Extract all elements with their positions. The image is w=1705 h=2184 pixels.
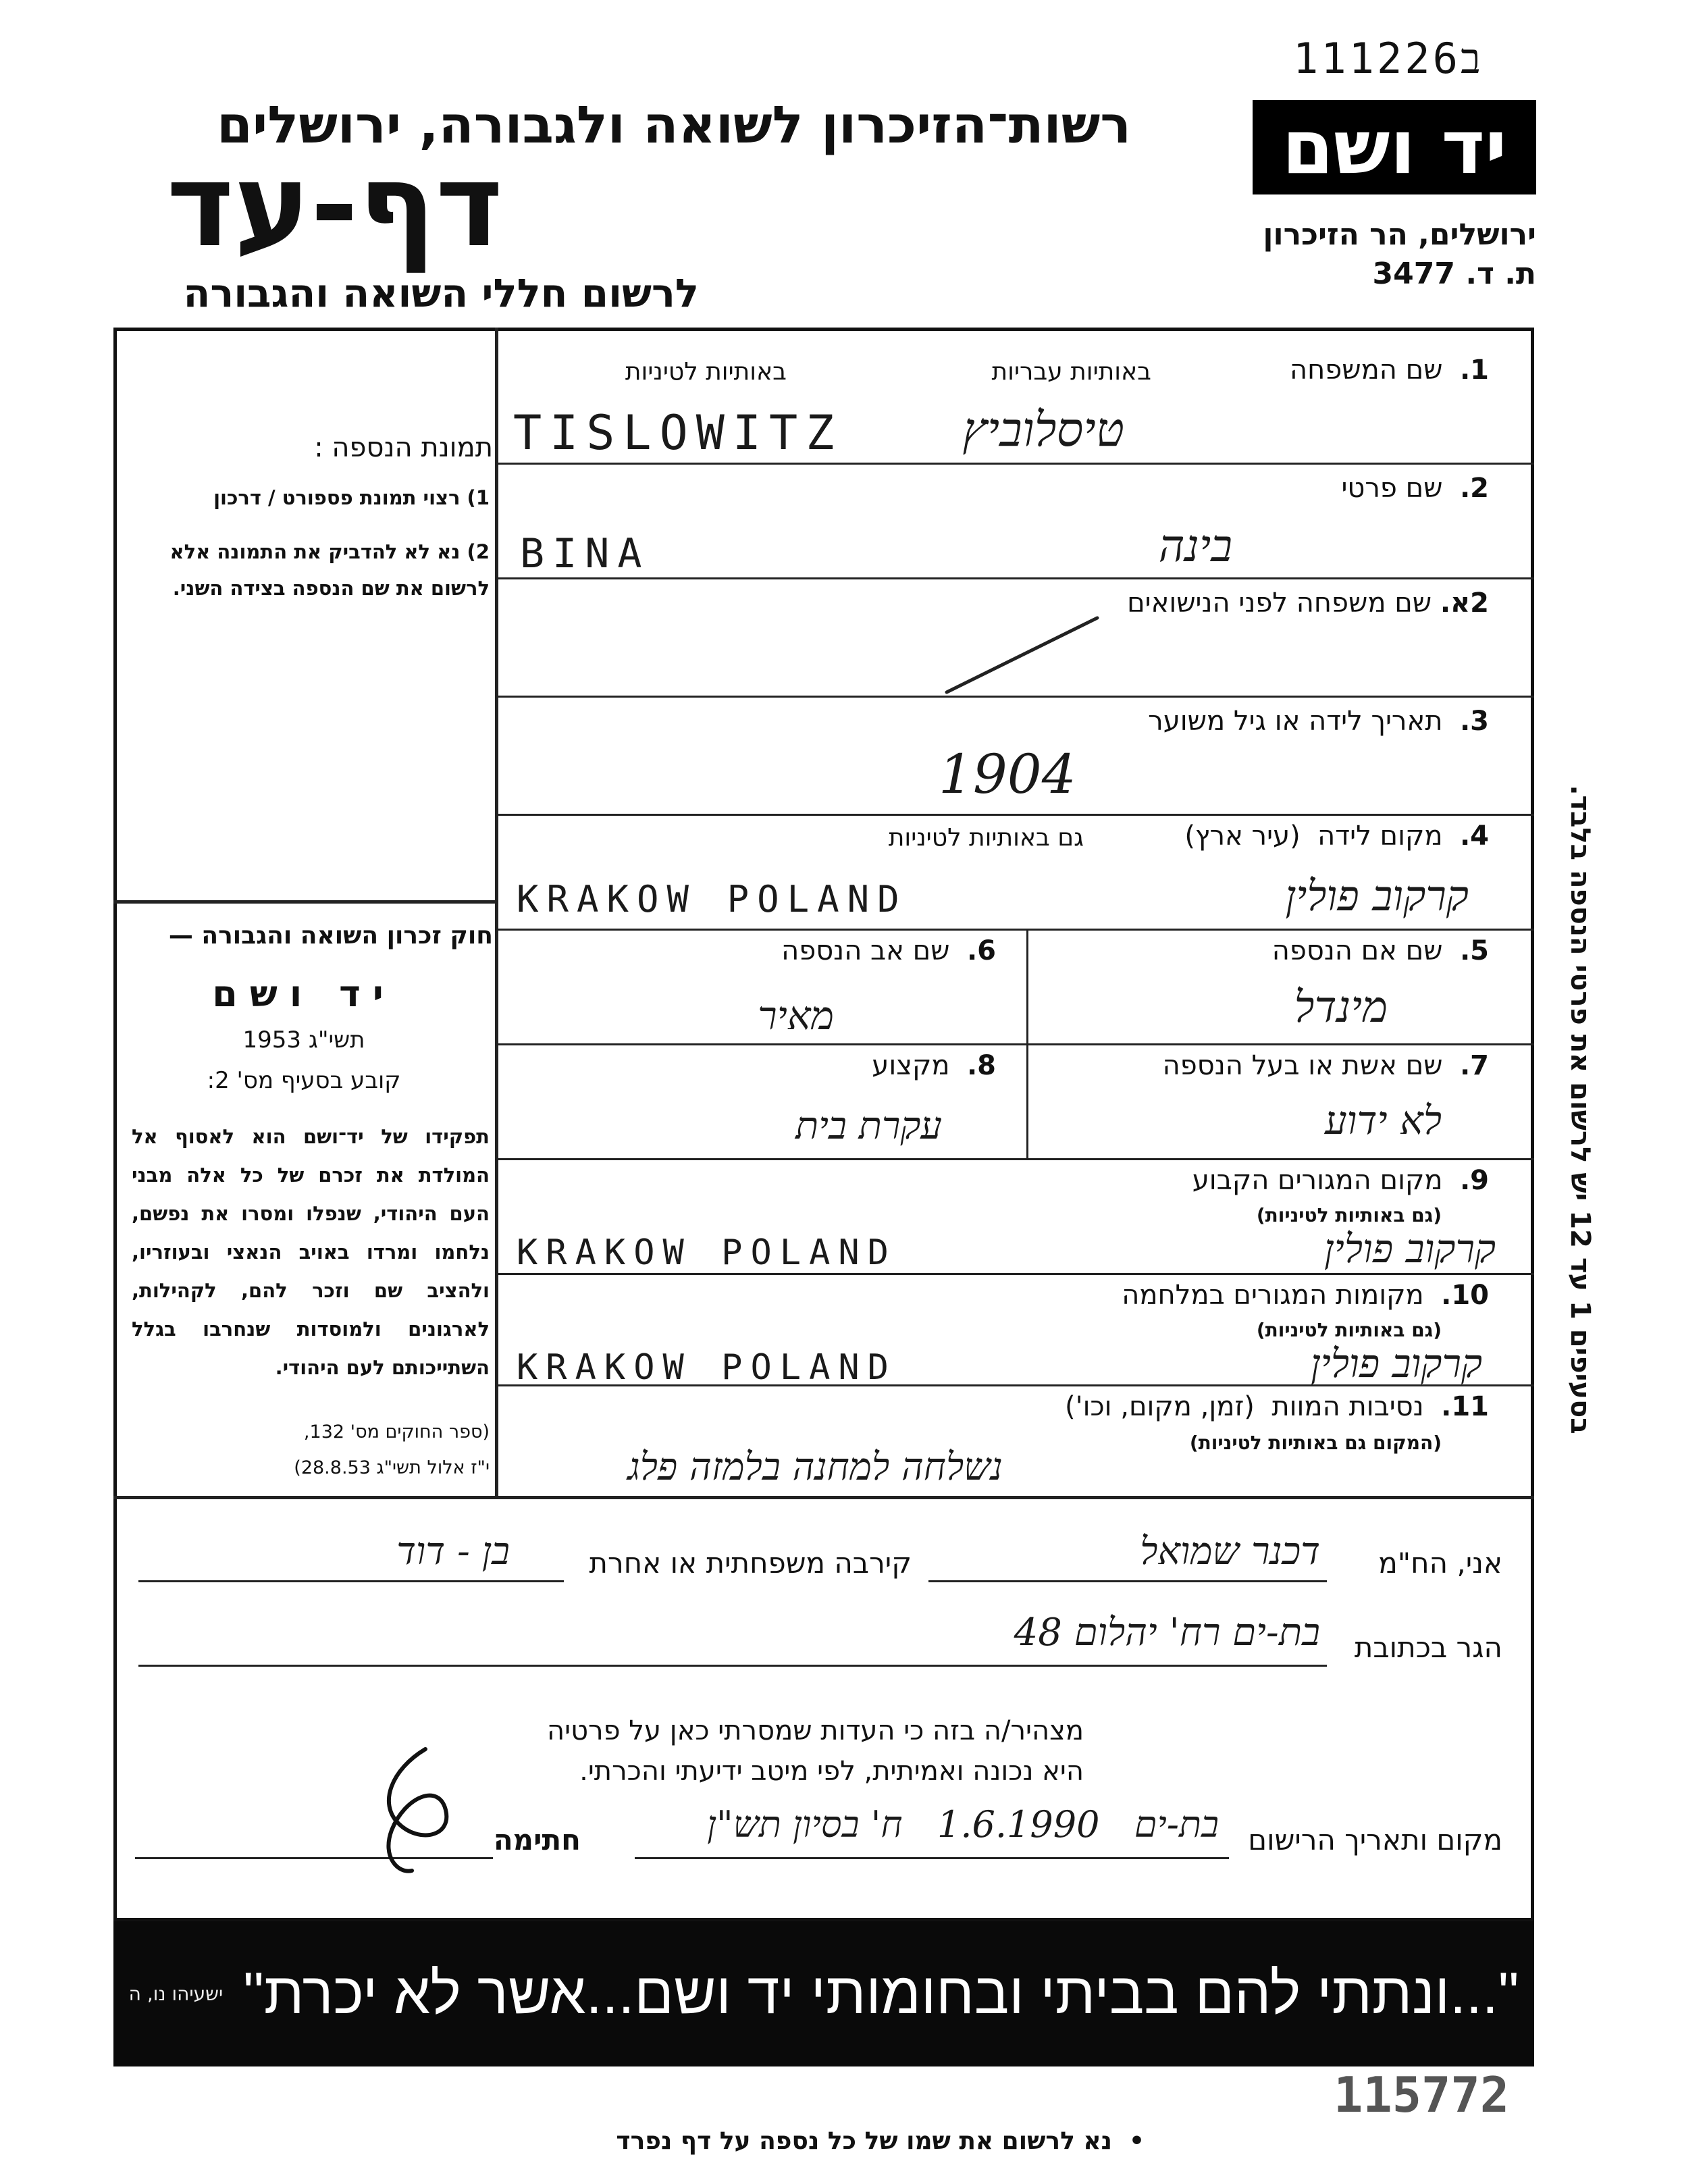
logo-text: יד ושם: [1282, 104, 1507, 190]
field-4-text: מקום לידה: [1317, 821, 1443, 852]
photo-note-1: [138, 486, 490, 509]
field-3-value[interactable]: 1904: [939, 743, 1076, 806]
row-sep-2: [495, 577, 1534, 579]
field-4-num: 4.: [1459, 821, 1489, 852]
field-3-label: [1148, 706, 1489, 737]
row-sep-1: [495, 463, 1534, 465]
address-line: [138, 1665, 1327, 1667]
form-subtitle: לרשום חללי השואה והגבורה: [183, 270, 699, 316]
field-9-sublabel: (גם באותיות לטיניות): [1256, 1204, 1442, 1226]
photo-note-1-num: 1): [467, 486, 490, 509]
row-sep-8: [495, 1273, 1534, 1275]
relation-value[interactable]: בן - דוד: [396, 1530, 510, 1574]
field-11-label: [1065, 1391, 1489, 1422]
field-7-label: [1163, 1050, 1489, 1081]
field-7-text: שם אשת או בעל הנספה: [1162, 1050, 1443, 1081]
field-6-text: שם אב הנספה: [781, 935, 950, 966]
field-2-text: שם פרטי: [1341, 473, 1443, 504]
authority-line: רשות־הזיכרון לשואה ולגבורה, ירושלים: [217, 95, 1131, 155]
footer-note: [616, 2127, 1145, 2155]
field-5-value[interactable]: מינדל: [1294, 983, 1388, 1033]
field-1-text: שם המשפחה: [1290, 355, 1443, 386]
banner-source: ישעיהו נו, ה: [128, 1983, 224, 2005]
field-10-sublabel: (גם באותיות לטיניות): [1256, 1319, 1442, 1341]
photo-note-1-text: רצוי תמונת פספורט / דרכון: [213, 486, 461, 509]
field-11-value[interactable]: נשלחה למחנה בלמזה פלג: [627, 1445, 1003, 1489]
field-3-num: 3.: [1459, 706, 1489, 737]
relation-line: [138, 1580, 564, 1582]
bullet-icon: •: [1128, 2127, 1145, 2155]
field-6-label: [781, 935, 996, 966]
field-4-label: [1184, 821, 1489, 852]
relation-label: קירבה משפחתית או אחרת: [589, 1546, 912, 1580]
field-5-num: 5.: [1459, 935, 1489, 966]
address-value[interactable]: בת-ים רח' יהלום 48: [1014, 1611, 1320, 1655]
address-line-2: ת. ד. 3477: [1372, 257, 1536, 291]
field-1-latin-col: באותיות לטיניות: [625, 358, 787, 386]
field-6-value[interactable]: מאיר: [758, 993, 834, 1039]
field-5-label: [1272, 935, 1489, 966]
document-number-prefix: ב: [1460, 34, 1484, 83]
field-2-label: [1341, 473, 1489, 504]
field-1-hebrew-col: באותיות עבריות: [991, 358, 1151, 386]
field-9-text: מקום המגורים הקבוע: [1192, 1165, 1443, 1196]
law-year: תשי"ג 1953: [242, 1026, 365, 1054]
law-clause: קובע בסעיף מס' 2:: [207, 1067, 401, 1094]
field-4-note: (עיר ארץ): [1184, 821, 1301, 852]
field-8-value[interactable]: עקרת בית: [795, 1104, 942, 1148]
footer-note-text: נא לרשום את שמו של כל נספה על דף נפרד: [616, 2127, 1112, 2155]
quote-banner: [113, 1921, 1534, 2066]
address-line-1: ירושלים, הר הזיכרון: [1263, 217, 1536, 252]
yad-vashem-logo: [1253, 100, 1536, 194]
field-2a-num: 2א.: [1440, 588, 1489, 619]
place-date-label: מקום ותאריך הרישום: [1248, 1823, 1502, 1856]
fields-bottom-rule: [113, 1496, 1534, 1499]
form-title: דף-עד: [166, 139, 503, 273]
law-name: יד ושם: [212, 972, 396, 1015]
declarant-line: [928, 1580, 1327, 1582]
field-2a-text: שם משפחה לפני הנישואים: [1127, 588, 1432, 619]
field-9-value-hebrew[interactable]: קרקוב פולין: [1323, 1226, 1496, 1272]
photo-note-2-text: נא לא להדביק את התמונה אלא לרשום את שם הנספה בצידה השני.: [169, 540, 490, 600]
field-2a-label: [1127, 588, 1489, 619]
field-11-text: נסיבות המוות: [1271, 1391, 1424, 1422]
field-4-latin-col: גם באותיות לטיניות: [888, 824, 1084, 852]
row-sep-6: [495, 1043, 1534, 1045]
row-sep-4: [495, 814, 1534, 816]
field-7-value[interactable]: לא ידוע: [1324, 1097, 1442, 1143]
row-sep-5: [495, 929, 1534, 931]
signature-label: חתימה: [493, 1823, 581, 1856]
row-sep-7: [495, 1158, 1534, 1160]
field-4-value-latin[interactable]: KRAKOW POLAND: [517, 878, 908, 920]
declarant-value[interactable]: דכנר שמואל: [1140, 1530, 1320, 1574]
field-2-value-latin[interactable]: BINA: [520, 530, 650, 577]
field-2-num: 2.: [1459, 473, 1489, 504]
photo-note-2: [138, 534, 490, 606]
field-8-num: 8.: [966, 1050, 996, 1081]
field-10-value-latin[interactable]: KRAKOW POLAND: [517, 1347, 897, 1388]
field-11-sublabel: (המקום גם באותיות לטיניות): [1189, 1432, 1442, 1454]
field-10-num: 10.: [1441, 1280, 1489, 1311]
field-5-text: שם אם הנספה: [1271, 935, 1443, 966]
field-1-value-latin[interactable]: TISLOWITZ: [513, 405, 843, 461]
place-date-value[interactable]: בת-ים 1.6.1990 ח' בסיון תש"ן: [707, 1803, 1219, 1846]
field-10-value-hebrew[interactable]: קרקוב פולין: [1310, 1341, 1482, 1386]
signature-mark: [351, 1742, 486, 1877]
field-7-num: 7.: [1459, 1050, 1489, 1081]
field-11-note: (זמן, מקום, וכו'): [1064, 1391, 1255, 1422]
field-9-value-latin[interactable]: KRAKOW POLAND: [517, 1232, 897, 1273]
field-3-text: תאריך לידה או גיל משוער: [1148, 706, 1443, 737]
field-9-label: [1192, 1165, 1489, 1196]
field-2a-strike-mark: [939, 608, 1107, 702]
split-rows-5-8: [1026, 929, 1028, 1158]
left-column-divider: [495, 328, 498, 1496]
field-4-value-hebrew[interactable]: קרקוב פולין: [1285, 871, 1469, 920]
field-10-text: מקומות המגורים במלחמה: [1122, 1280, 1424, 1311]
field-1-value-hebrew[interactable]: טיסלוביץ: [962, 402, 1124, 457]
photo-box-title: תמונת הנספה :: [314, 432, 493, 463]
document-number-value: 111226: [1293, 34, 1461, 83]
side-note: בסעיפים 1 עד 12 יש לרשום את פרטי הנספה בלבד.: [1565, 785, 1596, 1434]
field-9-num: 9.: [1459, 1165, 1489, 1196]
place-date-line: [635, 1857, 1229, 1859]
field-11-num: 11.: [1441, 1391, 1489, 1422]
banner-quote: "...ונתתי להם בביתי ובחומותי יד ושם...אשר לא יכרת": [243, 1961, 1519, 2026]
statement-line-2: היא נכונה ואמיתית, לפי מיטב ידיעתי והכרתי.: [579, 1756, 1084, 1787]
law-title: חוק זכרון השואה והגבורה —: [168, 922, 493, 950]
field-1-num: 1.: [1459, 355, 1489, 386]
law-source-2: י"ז אלול תשי"ג 28.8.53): [294, 1457, 490, 1478]
law-source-1: (ספר החוקים מס' 132,: [303, 1422, 490, 1442]
statement-line-1: מצהיר/ה בזה כי העדות שמסרתי כאן על פרטיה: [547, 1715, 1084, 1746]
field-10-label: [1122, 1280, 1489, 1311]
stamp-number: 115772: [1334, 2066, 1510, 2123]
left-column-split: [113, 900, 496, 904]
field-8-label: [872, 1050, 996, 1081]
document-number: [1293, 34, 1484, 84]
field-6-num: 6.: [966, 935, 996, 966]
declarant-label: אני, הח"מ: [1378, 1546, 1502, 1580]
field-1-label: [1290, 355, 1489, 386]
law-text: תפקידו של יד־ושם הוא לאסוף אל המולדת את זכרם של כל אלה מבני העם היהודי, שנפלו ומסרו את נפשם, נלחמו ומרדו באויב הנאצי ובעוזריו, ולהציב שם וזכר להם, לקהילות, לארגונים ולמוסדות שנחרבו בגלל השתייכותם לעם היהודי.: [132, 1125, 490, 1379]
photo-note-2-num: 2): [467, 540, 490, 563]
field-2-value-hebrew[interactable]: בינה: [1158, 520, 1232, 572]
address-label: הגר בכתובת: [1354, 1631, 1502, 1664]
field-8-text: מקצוע: [872, 1050, 950, 1081]
